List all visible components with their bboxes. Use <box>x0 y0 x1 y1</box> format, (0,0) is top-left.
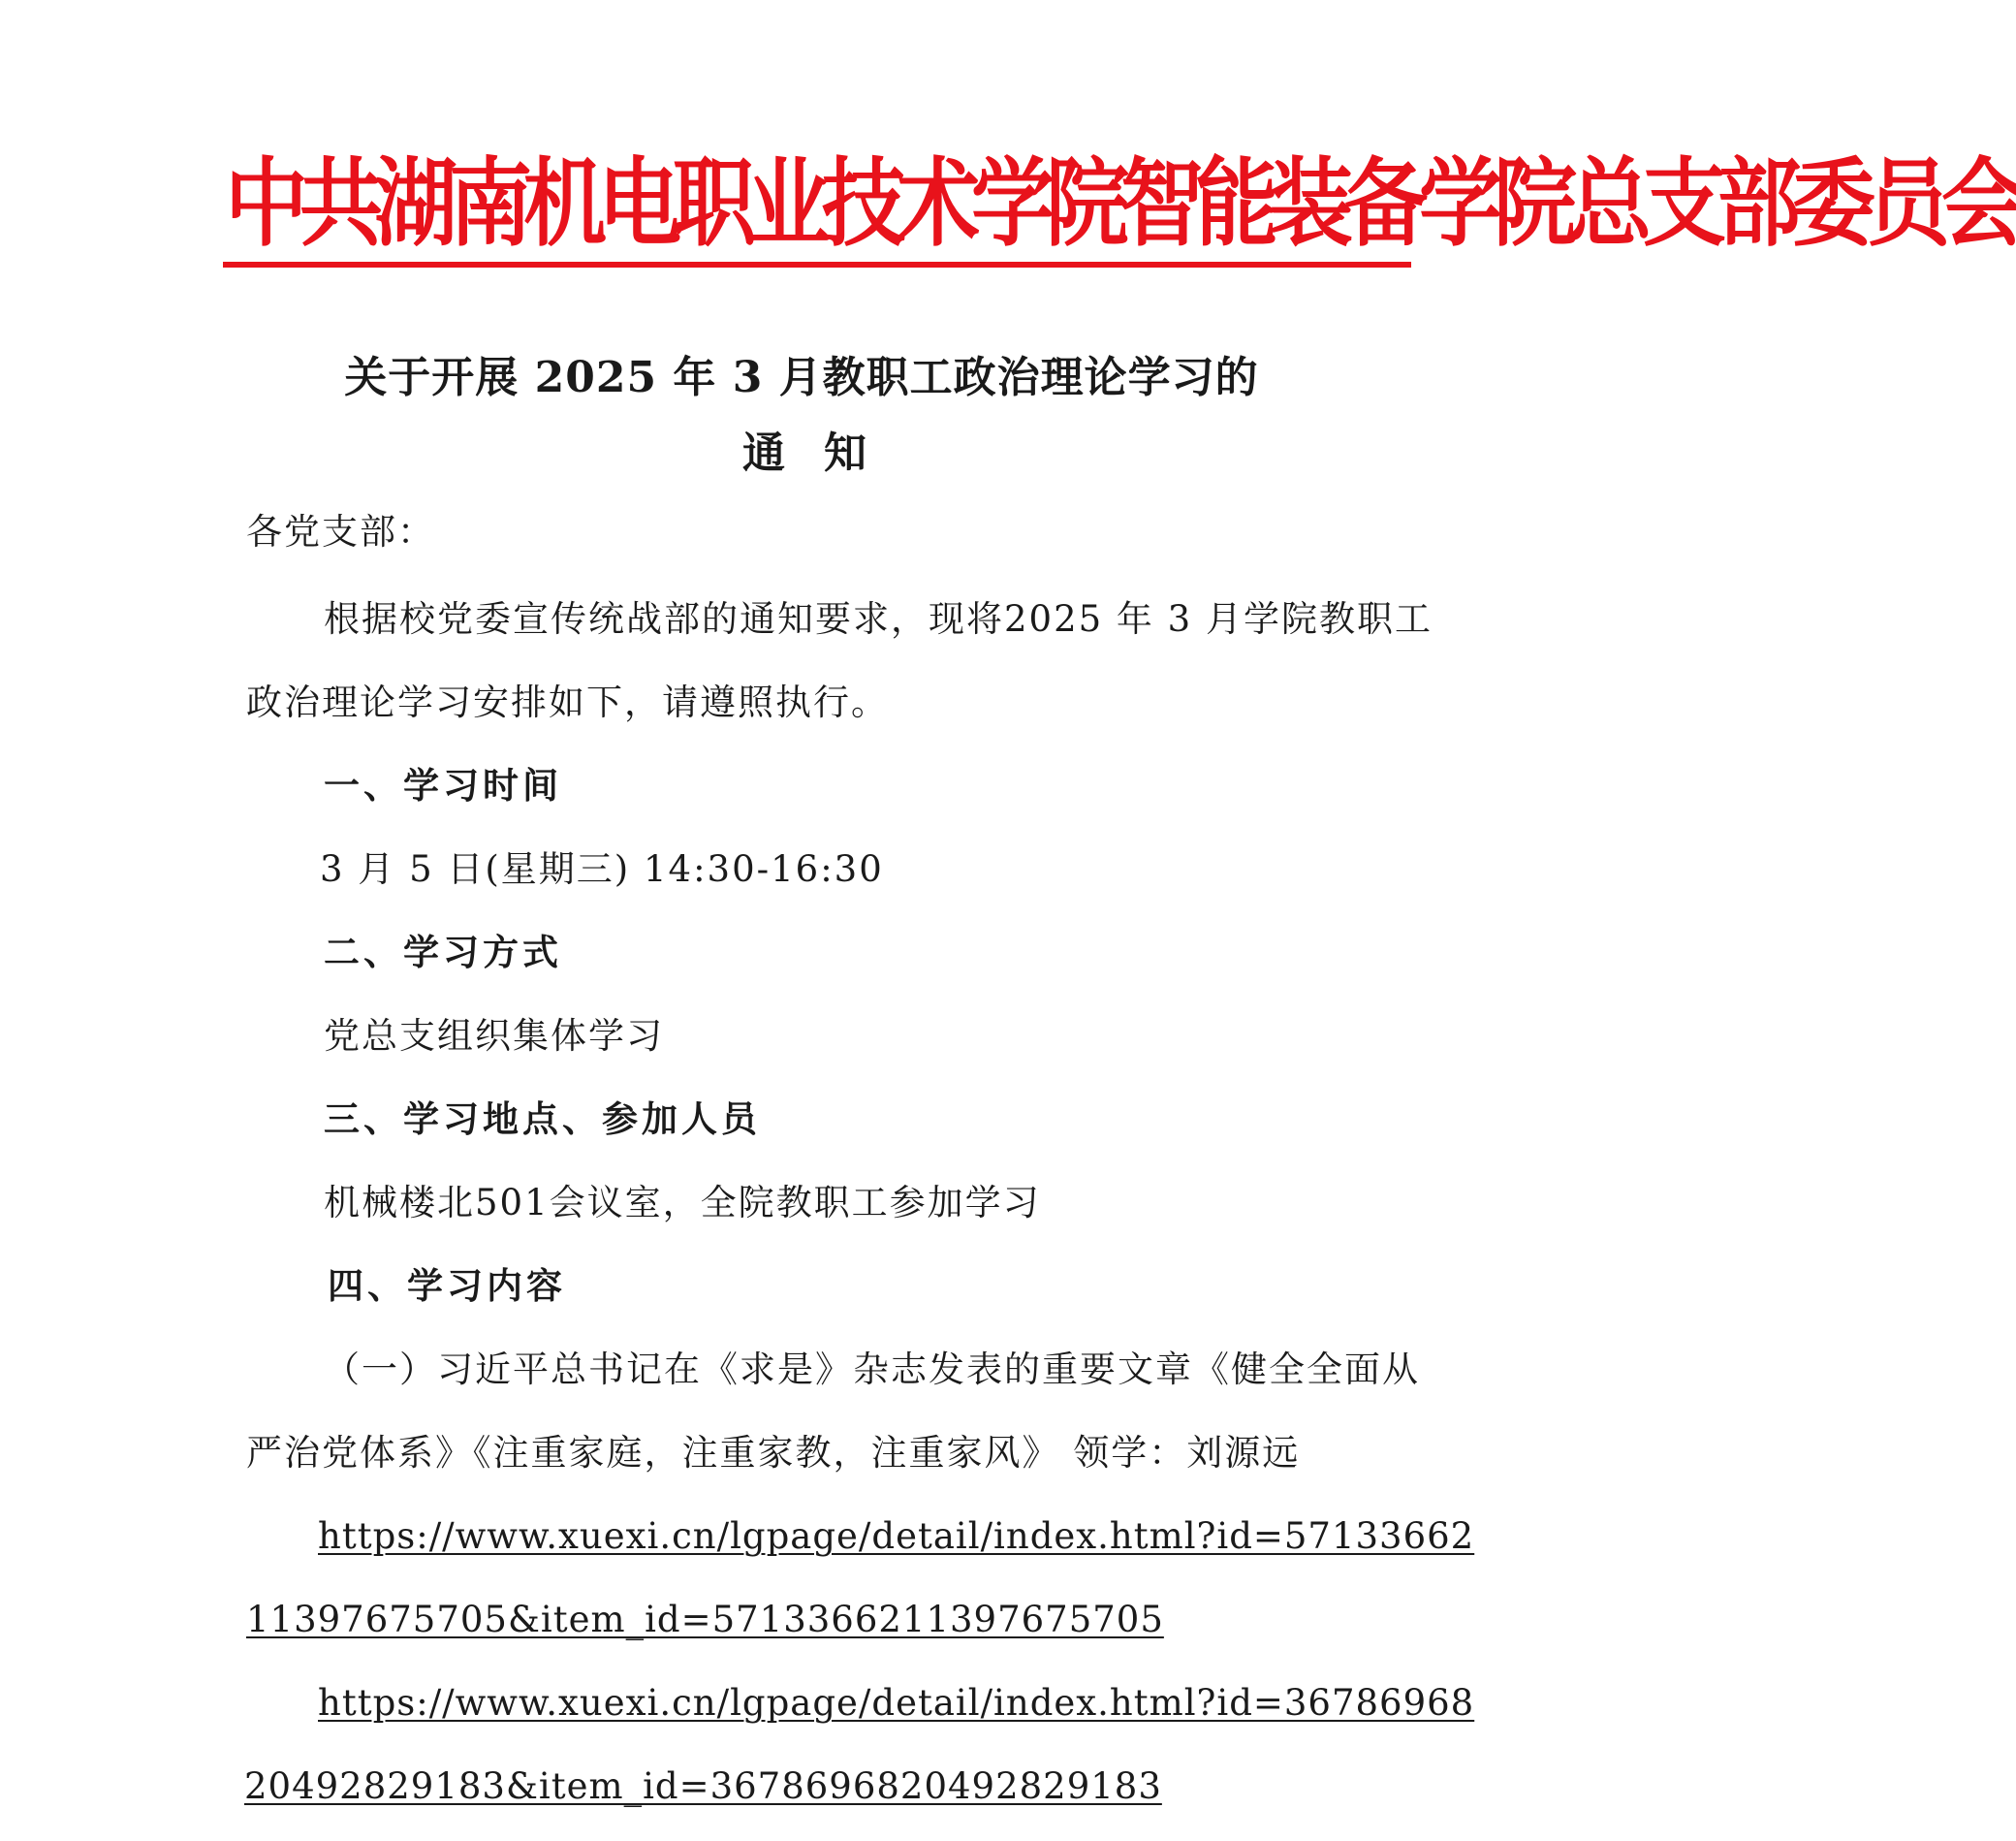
intro-line-2: 政治理论学习安排如下，请遵照执行。 <box>246 682 889 723</box>
article-link-2-line-1[interactable]: https://www.xuexi.cn/lgpage/detail/index.html?id=36786968 <box>318 1682 1475 1724</box>
masthead-title: 中共湖南机电职业技术学院智能装备学院总支部委员会 <box>225 148 2016 261</box>
notice-title: 关于开展 2025 年 3 月教职工政治理论学习的 <box>344 353 1259 402</box>
salutation: 各党支部： <box>246 511 435 553</box>
article-link-2-line-2[interactable]: 20492829183&item_id=3678696820492829183 <box>244 1765 1162 1807</box>
section-content-method: 党总支组织集体学习 <box>324 1015 664 1057</box>
article-link-1-line-2[interactable]: 11397675705&item_id=5713366211397675705 <box>246 1599 1164 1640</box>
section-heading-content: 四、学习内容 <box>328 1265 566 1307</box>
intro-line-1: 根据校党委宣传统战部的通知要求，现将2025 年 3 月学院教职工 <box>324 598 1433 640</box>
section-heading-place: 三、学习地点、参加人员 <box>324 1098 761 1140</box>
section-heading-method: 二、学习方式 <box>324 932 562 973</box>
content-item-1-line-1: （一）习近平总书记在《求是》杂志发表的重要文章《健全全面从 <box>324 1349 1420 1390</box>
content-item-1-line-2: 严治党体系》《注重家庭，注重家教，注重家风》 领学：刘源远 <box>246 1432 1301 1474</box>
masthead-red-rule <box>223 262 1411 268</box>
notice-title-subtitle: 通知 <box>742 429 905 478</box>
section-content-place: 机械楼北501会议室，全院教职工参加学习 <box>324 1182 1041 1223</box>
section-content-time: 3 月 5 日(星期三) 14:30-16:30 <box>320 848 884 890</box>
article-link-1-line-1[interactable]: https://www.xuexi.cn/lgpage/detail/index.html?id=57133662 <box>318 1515 1475 1557</box>
section-heading-time: 一、学习时间 <box>324 765 562 807</box>
